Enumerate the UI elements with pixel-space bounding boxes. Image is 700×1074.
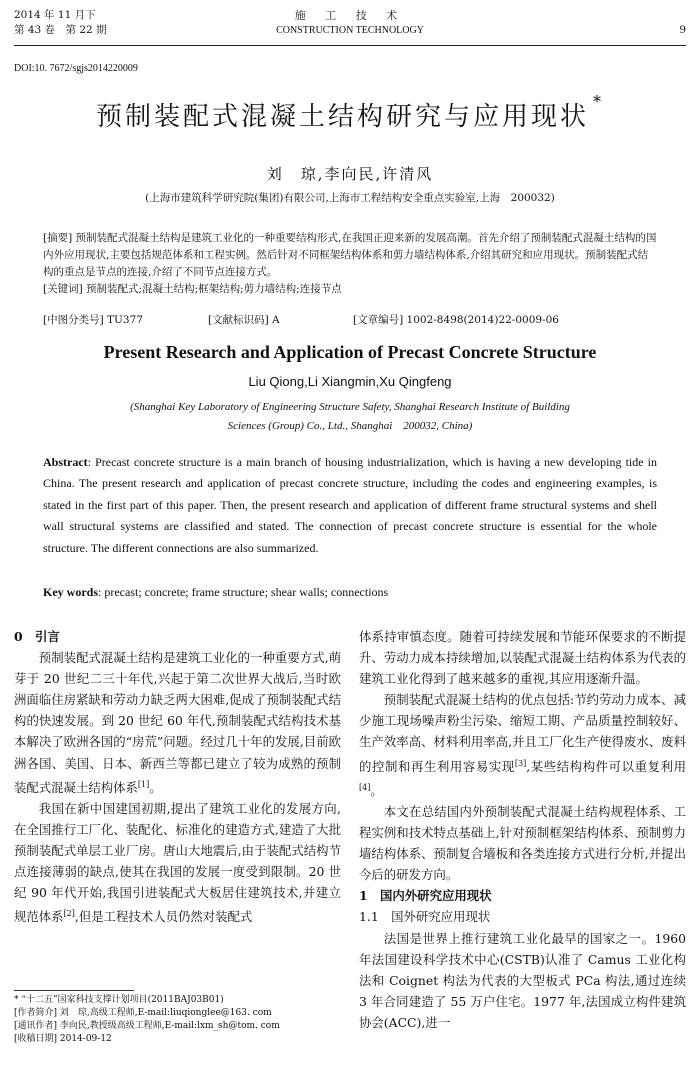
paragraph: 预制装配式混凝土结构的优点包括:节约劳动力成本、减少施工现场噪声粉尘污染、缩短工期、产品质量控制较好、生产效率高、材料利用率高,并且工厂化生产使得废水、废料的控制和再生利用容易实现[3],某些结构构件可以重复利用[4]。 — [359, 692, 686, 798]
footnote-corresponding: [通讯作者] 李向民,教授级高级工程师,E-mail:lxm_sh@tom. com — [14, 1021, 280, 1031]
abstract-en — [43, 452, 657, 559]
citation: [4] — [359, 782, 371, 792]
keywords-en-text: : precast; concrete; frame structure; shear walls; connections — [98, 585, 389, 599]
footnote-author: [作者简介] 刘 琼,高级工程师,E-mail:liuqionglee@163. com — [14, 1008, 272, 1018]
footnotes — [14, 994, 344, 1046]
paper-title-en: Present Research and Application of Precast Concrete Structure — [103, 342, 597, 362]
section-heading-1-1: 1.1 国外研究应用现状 — [359, 909, 491, 925]
document-code — [208, 312, 280, 327]
abstract-en-label: Abstract — [43, 455, 88, 469]
footnote-fund: * “十二五”国家科技支撑计划项目(2011BAJ03B01) — [14, 995, 224, 1005]
section-heading-introduction: 0 引言 — [14, 629, 60, 644]
authors-cn: 刘 琼,李向民,许清风 — [266, 165, 434, 183]
article-value: 1002-8498(2014)22-0009-06 — [403, 314, 559, 326]
keywords-cn-label: [关键词] — [43, 283, 83, 295]
citation: [3] — [514, 758, 527, 768]
issue-volume: 第 43 卷 第 22 期 — [14, 24, 107, 36]
title-footnote-mark: * — [593, 92, 604, 111]
paragraph: 法国是世界上推行建筑工业化最早的国家之一。1960 年法国建设科学技术中心(CSTB)认准了 Camus 工业化构法和 Coignet 构法为代表的大型板式 PCa 构法,通过连续 3 年合同建造了 55 万户住宅。1977 年,法国成立构件建筑协会(ACC),进一 — [359, 930, 686, 1030]
authors-en: Liu Qiong,Li Xiangmin,Xu Qingfeng — [248, 374, 452, 389]
doi: DOI:10. 7672/sgjs2014220009 — [14, 63, 138, 74]
issue-date: 2014 年 11 月下 — [14, 9, 96, 21]
citation: [2] — [63, 909, 75, 919]
abstract-cn-text: 预制装配式混凝土结构是建筑工业化的一种重要结构形式,在我国正迎来新的发展高潮。首先介绍了预制装配式混凝土结构的国内外应用现状,主要包括规范体系和工程实例。然后针对不同框架结构体系和剪力墙结构体系,介绍其研究和应用现状。预制装配式结构的重点是节点的连接,介绍了不同节点连接方式。 — [43, 232, 657, 278]
abstract-en-text: : Precast concrete structure is a main branch of housing industrialization, which is having a new developing tide in China. The present research and application of precast concrete structure, including the codes and engineering examples, is stated in the first part of this paper. Then, the present research and application of different frame structural systems and shell wall structural systems are classified and stated. The connection of precast concrete structure is essential for the whole structure. The different connections are also summarized. — [43, 455, 657, 555]
journal-name — [14, 8, 686, 38]
affiliation-en: (Shanghai Key Laboratory of Engineering Structure Safety, Shanghai Research Institute of Building Sciences (Group) Co., Ltd., Shanghai 200032, China) — [130, 401, 570, 432]
citation: [1] — [137, 779, 150, 789]
doc-value: A — [268, 314, 280, 326]
affiliation-cn: (上海市建筑科学研究院(集团)有限公司,上海市工程结构安全重点实验室,上海 200032) — [145, 192, 555, 204]
paragraph: 预制装配式混凝土结构是建筑工业化的一种重要方式,萌芽于 20 世纪二三十年代,兴起于第二次世界大战后,当时欧洲面临住房紧缺和劳动力缺乏两大困难,促成了预制装配式结构的快速发展。到 20 世纪 60 年代,预制装配式结构技术基本解决了欧洲各国的“房荒”问题。经过几十年的发展,目前欧洲各国、美国、日本、新西兰等都已建立了较为成熟的预制装配式混凝土结构体系[1]。 — [14, 650, 341, 795]
paper-title-cn-text: 预制装配式混凝土结构研究与应用现状 — [95, 102, 589, 132]
clc-label: [中图分类号] — [43, 314, 104, 326]
header-divider — [14, 45, 686, 46]
doc-label: [文献标识码] — [208, 314, 269, 326]
journal-name-en: CONSTRUCTION TECHNOLOGY — [276, 25, 424, 36]
abstract-cn-label: [摘要] — [43, 232, 73, 244]
body-column-right — [359, 626, 686, 1033]
body-column-left — [14, 626, 341, 928]
clc-value: TU377 — [103, 314, 143, 326]
keywords-en-label: Key words — [43, 585, 98, 599]
paragraph: 本文在总结国内外预制装配式混凝土结构规程体系、工程实例和技术特点基础上,针对预制框架结构体系、预制剪力墙结构体系、预制复合墙板和各类连接方式进行分析,并提出今后的研发方向。 — [359, 804, 686, 883]
paragraph: 体系持审慎态度。随着可持续发展和节能环保要求的不断提升、劳动力成本持续增加,以装配式混凝土结构体系为代表的建筑工业化得到了越来越多的重视,其应用逐渐升温。 — [359, 629, 686, 687]
article-number — [353, 312, 559, 327]
article-label: [文章编号] — [353, 314, 404, 326]
journal-name-cn: 施 工 技 术 — [294, 9, 406, 22]
footnote-divider — [14, 990, 134, 991]
paragraph: 我国在新中国建国初期,提出了建筑工业化的发展方向,在全国推行工厂化、装配化、标准化的建造方式,建造了大批预制装配式单层工业厂房。唐山大地震后,由于装配式结构节点连接薄弱的缺点,使其在我国的发展一度受到限制。20 世纪 90 年代开始,我国引进装配式大板居住建筑技术,并建立规范体系[2],但是工程技术人员仍然对装配式 — [14, 800, 341, 925]
footnote-received: [收稿日期] 2014-09-12 — [14, 1034, 112, 1044]
keywords-cn: 预制装配式;混凝土结构;框架结构;剪力墙结构;连接节点 — [82, 283, 342, 295]
section-heading-1: 1 国内外研究应用现状 — [359, 888, 492, 904]
clc-code — [43, 312, 143, 327]
keywords-en — [43, 585, 657, 600]
running-header — [14, 8, 686, 42]
page-number: 9 — [679, 24, 686, 36]
abstract-cn — [43, 230, 657, 298]
paper-title-cn — [0, 92, 700, 133]
